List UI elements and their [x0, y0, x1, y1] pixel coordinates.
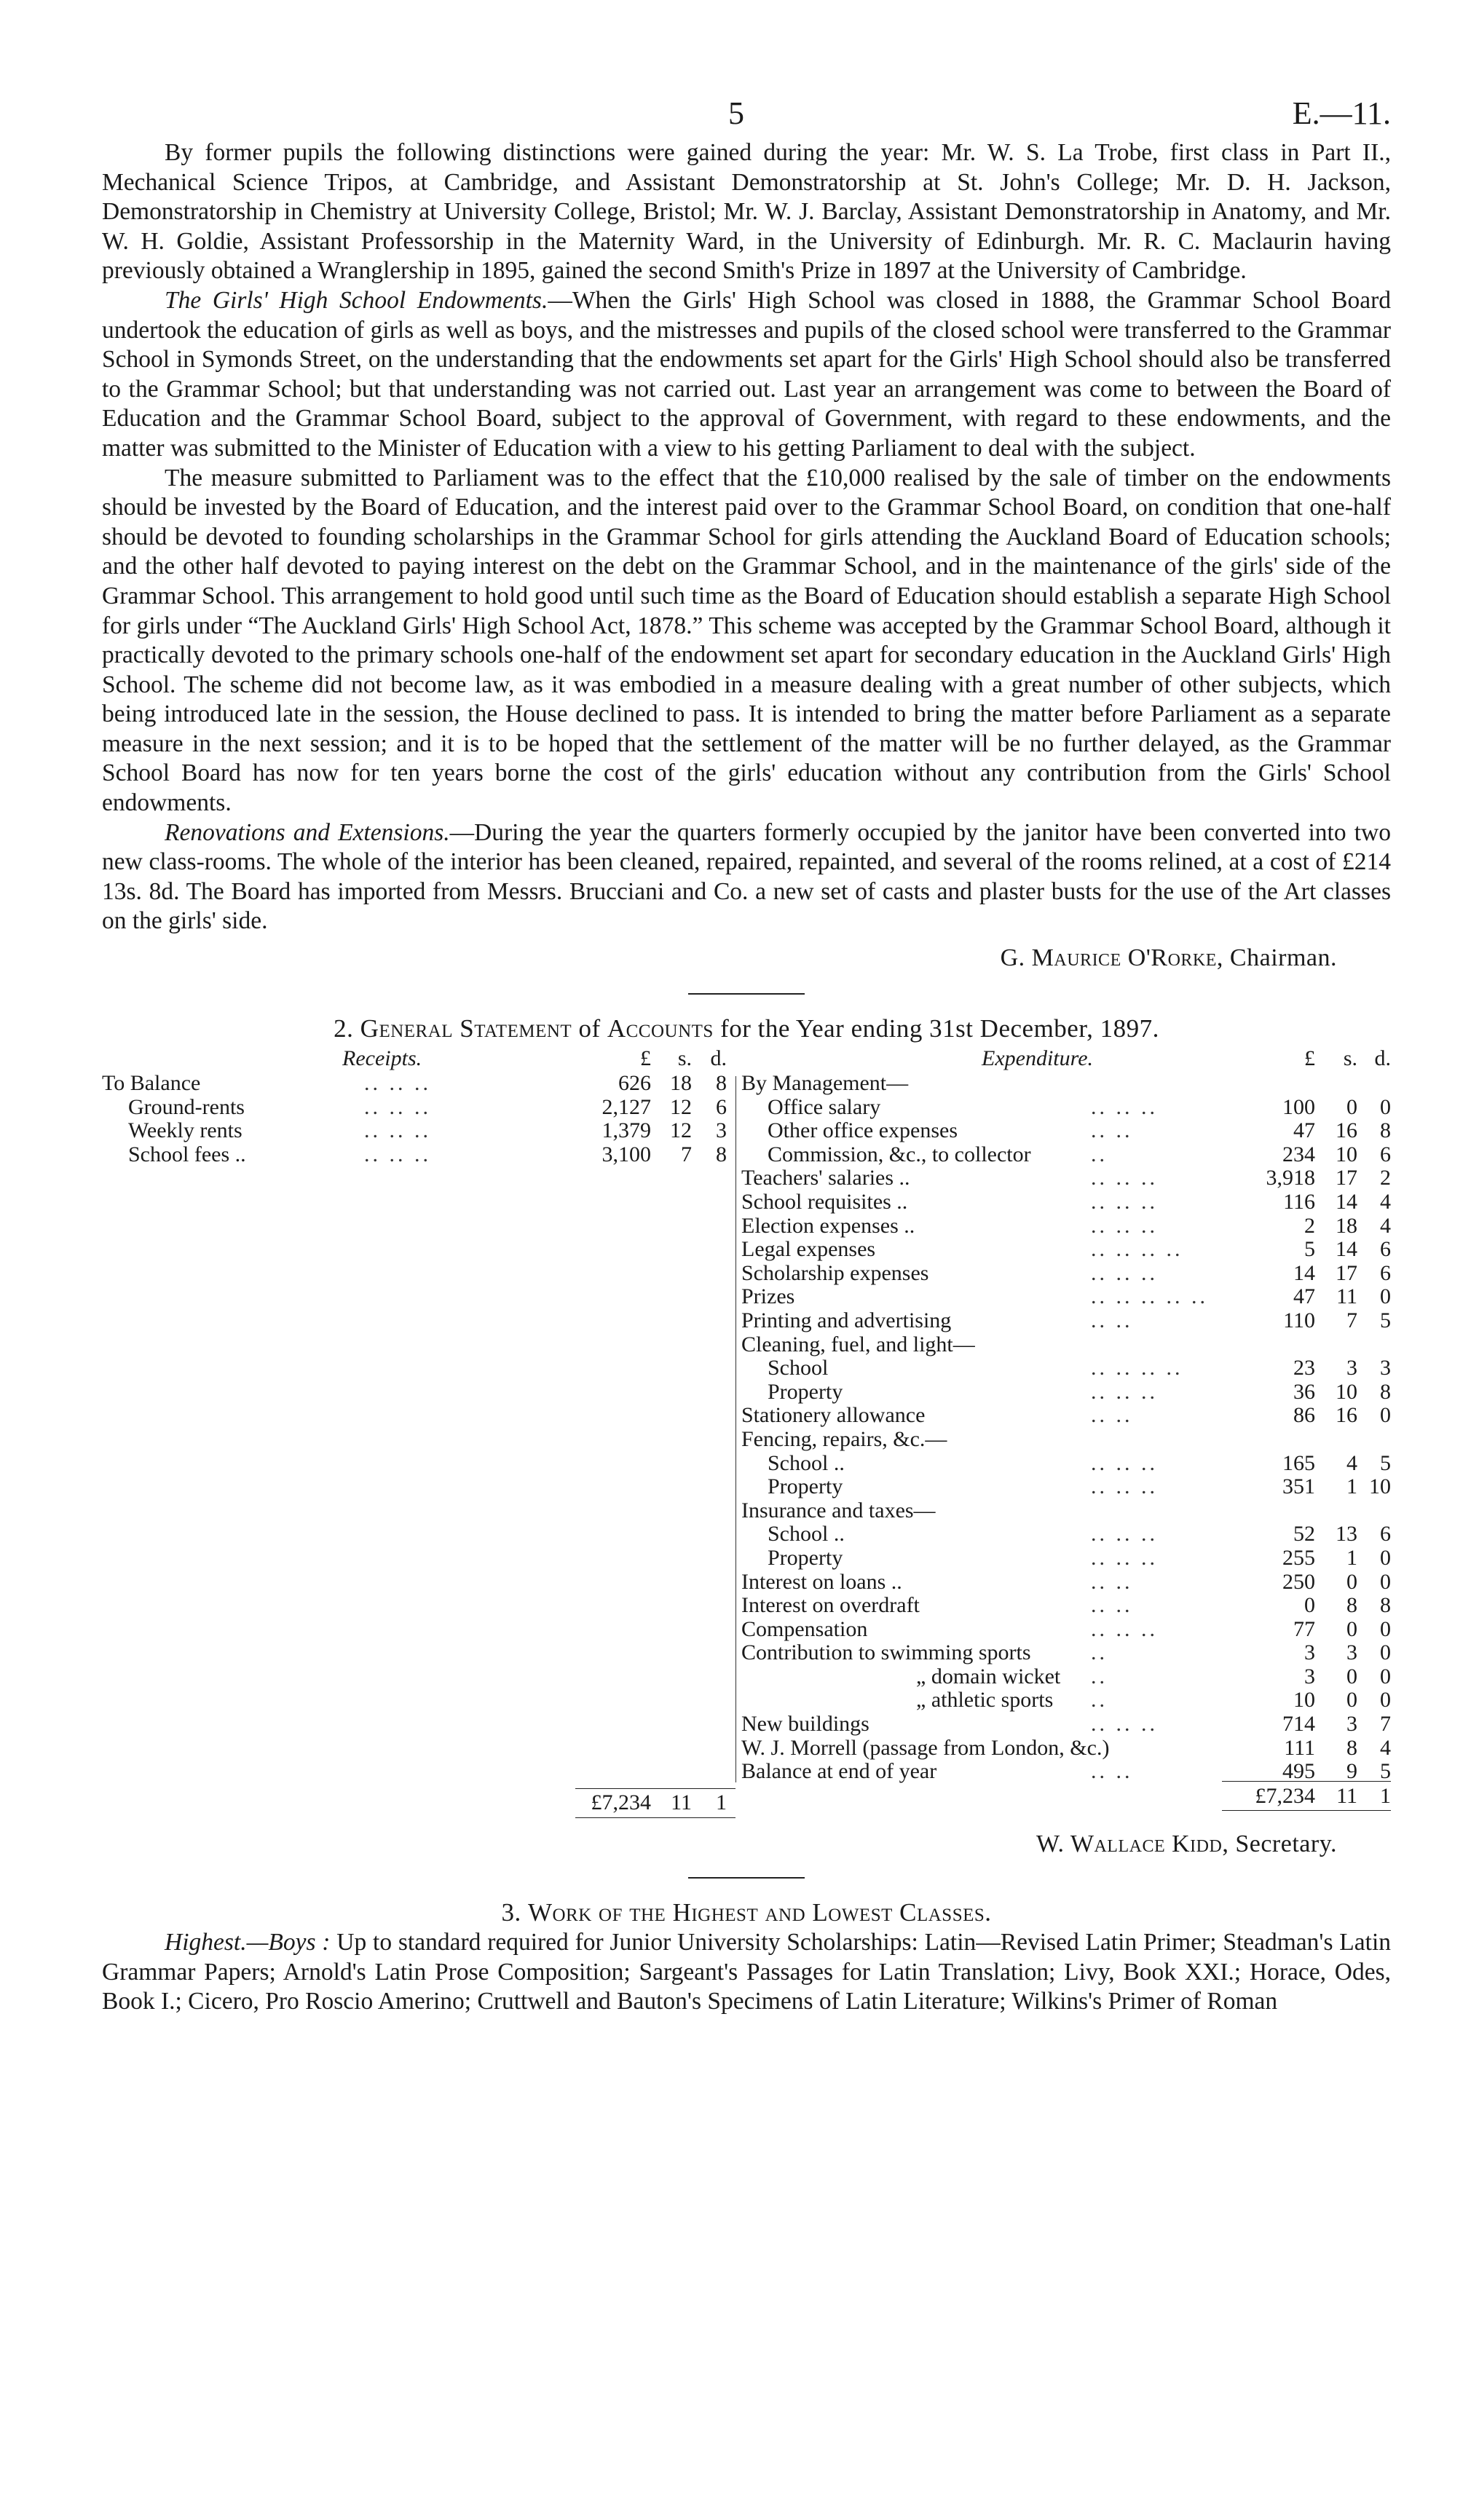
- pence: 6: [1380, 1522, 1391, 1547]
- expense-row: [741, 1571, 1391, 1595]
- pence: 0: [1380, 1545, 1391, 1570]
- shillings: 13: [1336, 1522, 1357, 1547]
- pounds: 3: [1304, 1640, 1315, 1665]
- expense-item-label: School ..: [768, 1522, 845, 1547]
- renovations-text: —During the year the quarters formerly occupied by the janitor have been converted into two new class-rooms. The whole of the interior has been cleaned, repaired, repainted, and several of the rooms relined, at a cost of £214 13s. 8d. The Board has imported from Messrs. Brucciani and Co. a new set of casts and plaster busts for the use of the Art classes on the girls' side.: [102, 818, 1391, 935]
- pounds: 47: [1293, 1118, 1315, 1143]
- pence: 4: [1380, 1735, 1391, 1760]
- shillings: 1: [1346, 1474, 1357, 1499]
- pence: 8: [716, 1142, 727, 1166]
- pounds: 714: [1282, 1712, 1315, 1737]
- pence: 6: [1380, 1142, 1391, 1166]
- expense-item-label: Prizes: [741, 1284, 795, 1309]
- expense-item-label: Printing and advertising: [741, 1308, 952, 1332]
- expense-item-label: New buildings: [741, 1712, 869, 1737]
- pence: 7: [1380, 1712, 1391, 1737]
- expense-row: [741, 1641, 1391, 1665]
- expense-row: [741, 1333, 1391, 1357]
- expense-row: [741, 1452, 1391, 1476]
- pounds: 3: [1304, 1664, 1315, 1688]
- expense-row: [741, 1262, 1391, 1286]
- leader-dots: .. ..: [1091, 1593, 1133, 1618]
- pence: 6: [716, 1094, 727, 1119]
- pence: 0: [1380, 1094, 1391, 1119]
- pence: 0: [1380, 1688, 1391, 1713]
- distinctions-paragraph: By former pupils the following distinctions were gained during the year: Mr. W. S. La Trobe, first class in Part II., Mechanical Science Tripos, at Cambridge, and Assistant Demonstratorship at St. John's College; Mr. D. H. Jackson, Demonstratorship in Chemistry at University College, Bristol; Mr. W. J. Barclay, Assistant Demonstratorship in Anatomy, and Mr. W. H. Goldie, Assistant Professorship in the Maternity Ward, in the University of Edinburgh. Mr. R. C. Maclaurin having previously obtained a Wranglership in 1895, gained the second Smith's Prize in 1897 at the University of Cambridge.: [102, 139, 1391, 285]
- expense-row: [741, 1309, 1391, 1333]
- expenditure-header: [741, 1047, 1391, 1072]
- leader-dots: .. .. ..: [364, 1094, 431, 1119]
- expense-item-label: Commission, &c., to collector: [768, 1142, 1031, 1166]
- receipt-item-label: Ground-rents: [128, 1094, 245, 1119]
- accounts-title: [102, 1014, 1391, 1044]
- shilling-header: s.: [1343, 1046, 1357, 1071]
- leader-dots: .. .. ..: [1091, 1474, 1158, 1499]
- expense-row: [741, 1190, 1391, 1214]
- expense-row: [741, 1688, 1391, 1713]
- leader-dots: ..: [1091, 1688, 1108, 1713]
- pounds: 495: [1282, 1759, 1315, 1784]
- expense-item-label: W. J. Morrell (passage from London, &c.): [741, 1735, 1110, 1760]
- leader-dots: .. ..: [1091, 1569, 1133, 1594]
- receipt-row: [102, 1072, 735, 1096]
- pence: 0: [1380, 1616, 1391, 1641]
- shillings: 17: [1336, 1260, 1357, 1285]
- pence: 4: [1380, 1213, 1391, 1238]
- pounds: 100: [1282, 1094, 1315, 1119]
- pounds: 52: [1293, 1522, 1315, 1547]
- pence: 5: [1380, 1308, 1391, 1332]
- section-divider: [688, 993, 805, 995]
- total-pounds: £7,234: [1255, 1784, 1315, 1809]
- receipt-item-label: School fees ..: [128, 1142, 246, 1166]
- shillings: 18: [1336, 1213, 1357, 1238]
- shillings: 8: [1346, 1593, 1357, 1618]
- shillings: 10: [1336, 1142, 1357, 1166]
- pounds: 3,100: [602, 1142, 651, 1166]
- pounds: 116: [1283, 1190, 1315, 1214]
- pence: 3: [1380, 1356, 1391, 1381]
- expenditure-rows: [741, 1072, 1391, 1784]
- expense-item-label: Interest on overdraft: [741, 1593, 920, 1618]
- expense-row: [741, 1522, 1391, 1547]
- expense-item-label: Legal expenses: [741, 1237, 876, 1262]
- leader-dots: .. .. ..: [1091, 1094, 1158, 1119]
- expenditure-total-wrap: [102, 1784, 1391, 1825]
- shillings: 0: [1346, 1664, 1357, 1688]
- chairman-signature: [102, 942, 1337, 974]
- expense-item-label: Scholarship expenses: [741, 1260, 929, 1285]
- shillings: 14: [1336, 1237, 1357, 1262]
- pounds: 110: [1283, 1308, 1315, 1332]
- pound-header: £: [640, 1046, 651, 1071]
- pounds: 255: [1282, 1545, 1315, 1570]
- expense-item-label: Property: [768, 1379, 843, 1404]
- pounds: 0: [1304, 1593, 1315, 1618]
- expense-item-label: Fencing, repairs, &c.—: [741, 1426, 947, 1451]
- leader-dots: .. .. .. ..: [1091, 1237, 1183, 1262]
- renovations-heading: Renovations and Extensions.: [165, 818, 450, 846]
- expense-row: [741, 1166, 1391, 1190]
- pence: 2: [1380, 1166, 1391, 1190]
- expense-item-label: Cleaning, fuel, and light—: [741, 1332, 975, 1356]
- pounds: 626: [618, 1071, 651, 1096]
- column-divider: [735, 1076, 736, 1782]
- receipts-header: [102, 1047, 735, 1072]
- expense-item-label: Office salary: [768, 1094, 881, 1119]
- expense-row: [741, 1618, 1391, 1642]
- total-rule-top: [1222, 1781, 1391, 1782]
- pence: 0: [1380, 1664, 1391, 1688]
- expense-row: [741, 1760, 1391, 1784]
- expense-item-label: School requisites ..: [741, 1190, 908, 1214]
- leader-dots: .. .. ..: [1091, 1190, 1158, 1214]
- expense-row: [741, 1238, 1391, 1262]
- work-text: Up to standard required for Junior University Scholarships: Latin—Revised Latin Primer; Steadman's Latin Grammar Papers; Arnold's Latin Prose Composition; Sargeant's Passages for Latin Translation; Livy, Book XXI.; Horace, Odes, Book I.; Cicero, Pro Roscio Amerino; Cruttwell and Bauton's Specimens of Latin Literature; Wilkins's Primer of Roman: [102, 1929, 1392, 2015]
- pence: 8: [716, 1071, 727, 1096]
- leader-dots: ..: [1091, 1640, 1108, 1665]
- shillings: 0: [1346, 1688, 1357, 1713]
- pence: 10: [1369, 1474, 1391, 1499]
- work-lead: Highest.—Boys :: [165, 1929, 331, 1956]
- pence: 4: [1380, 1190, 1391, 1214]
- pence: 6: [1380, 1260, 1391, 1285]
- expense-item-label: Teachers' salaries ..: [741, 1166, 910, 1190]
- work-title-text: Work of the Highest and Lowest Classes.: [527, 1898, 992, 1927]
- expense-item-label: By Management—: [741, 1071, 909, 1096]
- receipt-row: [102, 1119, 735, 1143]
- shillings: 12: [670, 1118, 692, 1143]
- leader-dots: .. .. ..: [364, 1142, 431, 1166]
- pence: 3: [716, 1118, 727, 1143]
- pence-header: d.: [1374, 1046, 1391, 1071]
- pounds: 2,127: [602, 1094, 651, 1119]
- shillings: 4: [1346, 1450, 1357, 1475]
- total-shillings: 11: [671, 1790, 692, 1815]
- expense-item-label: „ athletic sports: [916, 1688, 1054, 1713]
- leader-dots: ..: [1091, 1142, 1108, 1166]
- pounds: 250: [1282, 1569, 1315, 1594]
- shillings: 0: [1346, 1616, 1357, 1641]
- shillings: 10: [1336, 1379, 1357, 1404]
- total-pence: 1: [716, 1790, 727, 1815]
- shillings: 0: [1346, 1094, 1357, 1119]
- expense-item-label: School ..: [768, 1450, 845, 1475]
- expense-row: [741, 1499, 1391, 1523]
- shillings: 0: [1346, 1569, 1357, 1594]
- receipt-row: [102, 1096, 735, 1120]
- pounds: 10: [1293, 1688, 1315, 1713]
- shillings: 11: [1336, 1284, 1357, 1309]
- shillings: 16: [1336, 1403, 1357, 1428]
- expense-row: [741, 1143, 1391, 1167]
- pence: 8: [1380, 1593, 1391, 1618]
- section-divider: [688, 1877, 805, 1879]
- expense-item-label: Insurance and taxes—: [741, 1498, 936, 1522]
- endowments-paragraph: [102, 286, 1391, 464]
- leader-dots: .. .. ..: [1091, 1260, 1158, 1285]
- work-title: [102, 1897, 1391, 1928]
- expense-item-label: Other office expenses: [768, 1118, 958, 1143]
- total-pounds: £7,234: [591, 1790, 651, 1815]
- expense-item-label: „ domain wicket: [916, 1664, 1061, 1688]
- leader-dots: .. .. ..: [1091, 1166, 1158, 1190]
- leader-dots: .. .. ..: [1091, 1379, 1158, 1404]
- pounds: 86: [1293, 1403, 1315, 1428]
- pounds: 5: [1304, 1237, 1315, 1262]
- pounds: 14: [1293, 1260, 1315, 1285]
- pounds: 47: [1293, 1284, 1315, 1309]
- leader-dots: .. .. ..: [1091, 1213, 1158, 1238]
- receipt-row: [102, 1143, 735, 1167]
- accounts-statement: [102, 1046, 1391, 1815]
- accounts-title-part1: General Statement: [360, 1014, 572, 1043]
- expense-item-label: Property: [768, 1545, 843, 1570]
- expense-row: [741, 1404, 1391, 1428]
- expense-row: [741, 1285, 1391, 1309]
- receipts-column: [102, 1047, 735, 1166]
- leader-dots: .. ..: [1091, 1759, 1133, 1784]
- secretary-signature: [102, 1830, 1337, 1858]
- pence-header: d.: [710, 1046, 727, 1071]
- pence: 0: [1380, 1569, 1391, 1594]
- expense-item-label: Balance at end of year: [741, 1759, 937, 1784]
- pounds: 1,379: [602, 1118, 651, 1143]
- total-rule-top: [575, 1788, 735, 1789]
- shillings: 16: [1336, 1118, 1357, 1143]
- expense-item-label: School: [768, 1356, 829, 1381]
- page-header: [102, 95, 1391, 138]
- pence: 8: [1380, 1379, 1391, 1404]
- total-rule-bottom: [1222, 1810, 1391, 1811]
- total-pence: 1: [1380, 1784, 1391, 1809]
- leader-dots: .. .. ..: [1091, 1522, 1158, 1547]
- accounts-title-rest: for the Year ending 31st December, 1897.: [713, 1014, 1159, 1043]
- pence: 0: [1380, 1640, 1391, 1665]
- expense-item-label: Contribution to swimming sports: [741, 1640, 1031, 1665]
- expense-item-label: Interest on loans ..: [741, 1569, 902, 1594]
- leader-dots: .. .. ..: [1091, 1450, 1158, 1475]
- leader-dots: .. .. .. .. ..: [1091, 1284, 1208, 1309]
- leader-dots: .. .. ..: [1091, 1712, 1158, 1737]
- shillings: 7: [1346, 1308, 1357, 1332]
- shillings: 14: [1336, 1190, 1357, 1214]
- shillings: 7: [681, 1142, 692, 1166]
- accounts-title-number: 2.: [334, 1014, 360, 1043]
- expense-row: [741, 1475, 1391, 1499]
- document-page: [102, 95, 1391, 2017]
- shillings: 3: [1346, 1640, 1357, 1665]
- shilling-header: s.: [677, 1046, 692, 1071]
- expense-item-label: Election expenses ..: [741, 1213, 915, 1238]
- expense-row: [741, 1214, 1391, 1239]
- receipt-item-label: Weekly rents: [128, 1118, 242, 1143]
- accounts-title-part2: Accounts: [607, 1014, 714, 1043]
- work-title-number: 3.: [501, 1898, 528, 1927]
- expense-row: [741, 1096, 1391, 1120]
- expense-row: [741, 1119, 1391, 1143]
- page-number: 5: [728, 95, 744, 131]
- pounds: 351: [1282, 1474, 1315, 1499]
- expense-row: [741, 1594, 1391, 1618]
- shillings: 3: [1346, 1712, 1357, 1737]
- expense-item-label: Compensation: [741, 1616, 868, 1641]
- pence: 5: [1380, 1759, 1391, 1784]
- expenditure-heading: Expenditure.: [982, 1046, 1094, 1071]
- expense-row: [741, 1737, 1391, 1761]
- shillings: 17: [1336, 1166, 1357, 1190]
- pounds: 77: [1293, 1616, 1315, 1641]
- renovations-paragraph: [102, 818, 1391, 936]
- leader-dots: ..: [1091, 1664, 1108, 1688]
- leader-dots: .. ..: [1091, 1118, 1133, 1143]
- leader-dots: .. .. .. ..: [1091, 1356, 1183, 1381]
- leader-dots: .. .. ..: [364, 1071, 431, 1096]
- expenditure-column: [741, 1047, 1391, 1784]
- shillings: 8: [1346, 1735, 1357, 1760]
- shillings: 3: [1346, 1356, 1357, 1381]
- total-shillings: 11: [1336, 1784, 1357, 1809]
- leader-dots: .. .. ..: [1091, 1545, 1158, 1570]
- leader-dots: .. .. ..: [364, 1118, 431, 1143]
- expense-row: [741, 1665, 1391, 1689]
- pounds: 2: [1304, 1213, 1315, 1238]
- expense-row: [741, 1381, 1391, 1405]
- pence: 0: [1380, 1403, 1391, 1428]
- accounts-title-of: of: [572, 1014, 607, 1043]
- parliament-paragraph: The measure submitted to Parliament was to the effect that the £10,000 realised by the sale of timber on the endowments should be invested by the Board of Education, and the interest paid over to the Grammar School Board, on condition that one-half should be devoted to founding scholarships in the Grammar School for girls attending the Auckland Board of Education schools; and the other half devoted to paying interest on the debt on the Grammar School, and in the maintenance of the girls' side of the Grammar School. This arrangement to hold good until such time as the Board of Education should establish a separate High School for girls under “The Auckland Girls' High School Act, 1878.” This scheme was accepted by the Grammar School Board, although it practically devoted to the primary schools one-half of the endowment set apart for secondary education in the Auckland Girls' High School. The scheme did not become law, as it was embodied in a measure dealing with a great number of other subjects, which being introduced late in the session, the House declined to pass. It is intended to bring the matter before Parliament as a separate measure in the next session; and it is to be hoped that the settlement of the matter will be no further delayed, as the Grammar School Board has now for ten years borne the cost of the girls' education without any contribution from the Girls' School endowments.: [102, 464, 1391, 817]
- expense-row: [741, 1072, 1391, 1096]
- chairman-title: , Chairman.: [1216, 944, 1337, 972]
- pounds: 3,918: [1266, 1166, 1315, 1190]
- pounds: 23: [1293, 1356, 1315, 1381]
- expense-item-label: Property: [768, 1474, 843, 1499]
- pence: 6: [1380, 1237, 1391, 1262]
- pence: 8: [1380, 1118, 1391, 1143]
- work-paragraph: [102, 1928, 1391, 2017]
- document-reference: E.—11.: [1292, 95, 1391, 131]
- secretary-name: W. Wallace Kidd: [1036, 1830, 1223, 1858]
- pounds: 111: [1284, 1735, 1315, 1760]
- secretary-title: , Secretary.: [1222, 1830, 1337, 1858]
- expense-row: [741, 1713, 1391, 1737]
- pence: 0: [1380, 1284, 1391, 1309]
- shillings: 18: [670, 1071, 692, 1096]
- pounds: 36: [1293, 1379, 1315, 1404]
- endowments-text: —When the Girls' High School was closed in 1888, the Grammar School Board undertook the education of girls as well as boys, and the mistresses and pupils of the closed school were transferred to the Grammar School in Symonds Street, on the understanding that the endowments set apart for the Girls' High School should also be transferred to the Grammar School; but that understanding was not carried out. Last year an arrangement was come to between the Board of Education and the Grammar School Board, subject to the approval of Government, with regard to these endowments, and the matter was submitted to the Minister of Education with a view to his getting Parliament to deal with the subject.: [102, 286, 1391, 462]
- pounds: 165: [1282, 1450, 1315, 1475]
- leader-dots: .. ..: [1091, 1403, 1133, 1428]
- leader-dots: .. ..: [1091, 1308, 1133, 1332]
- pounds: 234: [1282, 1142, 1315, 1166]
- leader-dots: .. .. ..: [1091, 1616, 1158, 1641]
- shillings: 9: [1346, 1759, 1357, 1784]
- endowments-heading: The Girls' High School Endowments.: [165, 286, 548, 314]
- expense-row: [741, 1547, 1391, 1571]
- shillings: 12: [670, 1094, 692, 1119]
- pence: 5: [1380, 1450, 1391, 1475]
- expense-row: [741, 1356, 1391, 1381]
- receipts-rows: [102, 1072, 735, 1166]
- receipts-heading: Receipts.: [342, 1046, 422, 1071]
- receipt-item-label: To Balance: [102, 1071, 201, 1096]
- expense-row: [741, 1428, 1391, 1452]
- shillings: 1: [1346, 1545, 1357, 1570]
- chairman-name: G. Maurice O'Rorke: [1000, 944, 1217, 972]
- pound-header: £: [1304, 1046, 1315, 1071]
- expense-item-label: Stationery allowance: [741, 1403, 926, 1428]
